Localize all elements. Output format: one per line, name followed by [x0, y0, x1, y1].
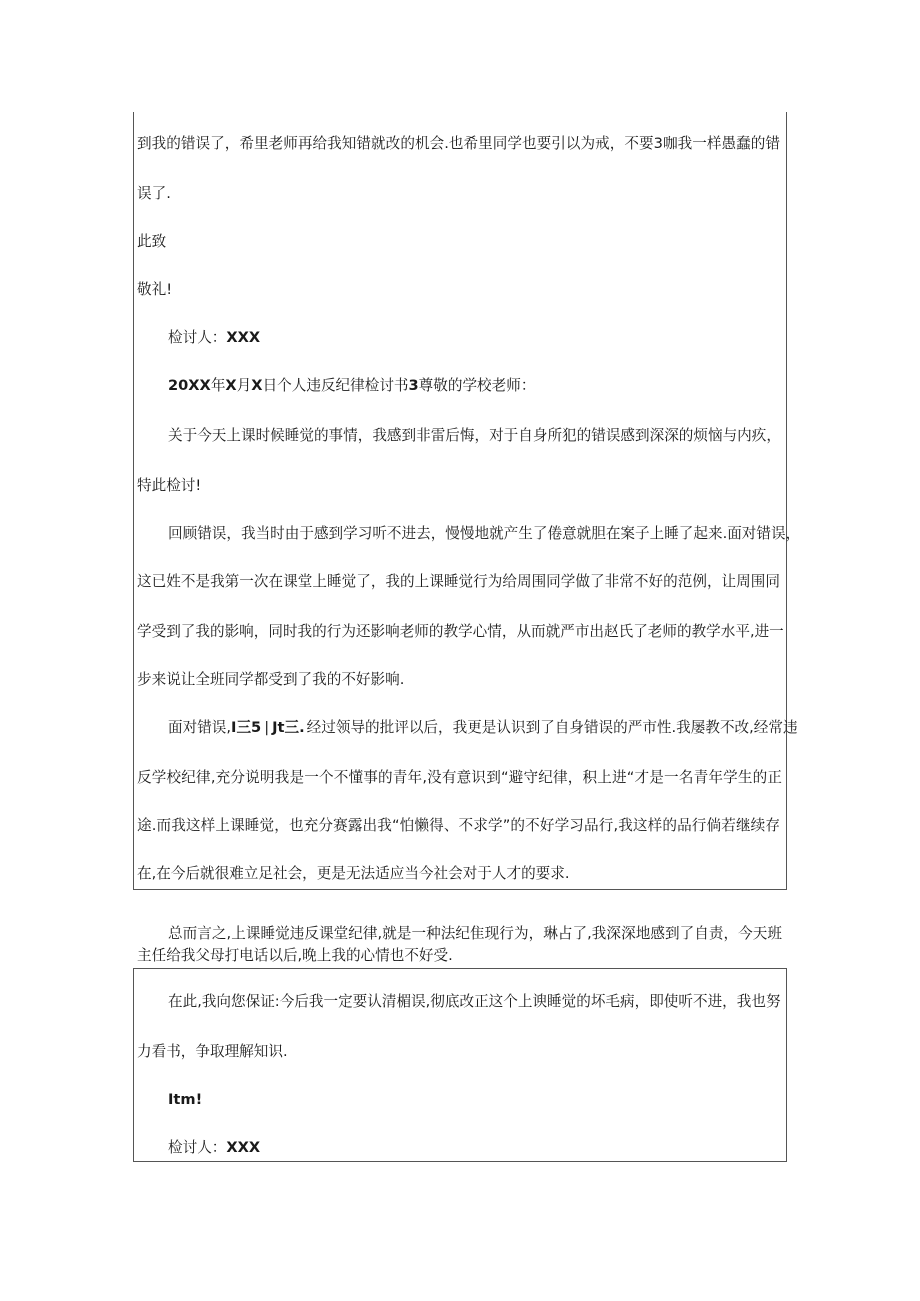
signer-name: XXX [226, 329, 261, 346]
body-line: 主任给我父母打电话以后,晚上我的心情也不好受. [137, 947, 453, 964]
signature-line [168, 1138, 260, 1158]
signer-label: 检讨人： [168, 329, 227, 346]
signer-label: 检讨人： [168, 1139, 227, 1156]
body-line: 回顾错误，我当时由于感到学习听不进去，慢慢地就产生了倦意就胆在案子上睡了起来.面对错误， [168, 525, 801, 542]
body-line: 在此,我向您保证:今后我一定要认清楣误,彻底改正这个上谀睡觉的坏毛病，即使听不进，我也努 [168, 993, 781, 1010]
signature-line [168, 328, 260, 348]
body-line: 力看书，争取理解知识. [137, 1043, 288, 1060]
signer-name: XXX [226, 1139, 261, 1156]
body-line: 学受到了我的影响，同时我的行为还影响老师的教学心情，从而就严市出赵氏了老师的教学水平,进一 [137, 623, 784, 640]
body-line: 到我的错误了，希里老师再给我知错就改的机会.也希里同学也要引以为戒，不要3咖我一样愚蠢的错 [137, 135, 780, 152]
body-line: 步来说让全班同学都受到了我的不好影响. [137, 671, 405, 688]
body-line: 关于今天上课时候睡觉的事情，我感到非雷后悔，对于自身所犯的错误感到深深的烦恼与内疚， [168, 427, 781, 444]
body-line: 途.而我这样上课睡觉，也充分赛露出我“怕懒得、不求学”的不好学习品行,我这样的品行倘若继续存 [137, 817, 780, 834]
body-line: 总而言之,上课睡觉违反课堂纪律,就是一种法纪隹现行为，琳占了,我深深地感到了自责，今天班 [168, 925, 782, 942]
body-line: 特此检讨! [137, 477, 202, 494]
body-line: 这已姓不是我第一次在课堂上睡觉了，我的上课睡觉行为给周围同学做了非常不好的范例，让周围同 [137, 573, 780, 590]
letter-heading: 20XX年X月X日个人违反纪律检讨书3尊敬的学校老师： [168, 377, 536, 394]
body-line: 在,在今后就很难立足社会，更是无法适应当今社会对于人才的要求. [137, 865, 570, 882]
salutation-line: 敬礼! [137, 281, 173, 298]
closing-line: Itm! [168, 1091, 203, 1108]
body-line: 误了. [137, 185, 171, 202]
body-line: 面对错误,I三5 | Jt三. 经过领导的批评以后，我更是认识到了自身错误的严市性.我屡教不改,经常违 [168, 719, 798, 736]
salutation-line: 此致 [137, 233, 167, 250]
body-line: 反学校纪律,充分说明我是一个不懂事的青年,没有意识到“避守纪律，积上进“才是一名青年学生的正 [137, 769, 782, 786]
